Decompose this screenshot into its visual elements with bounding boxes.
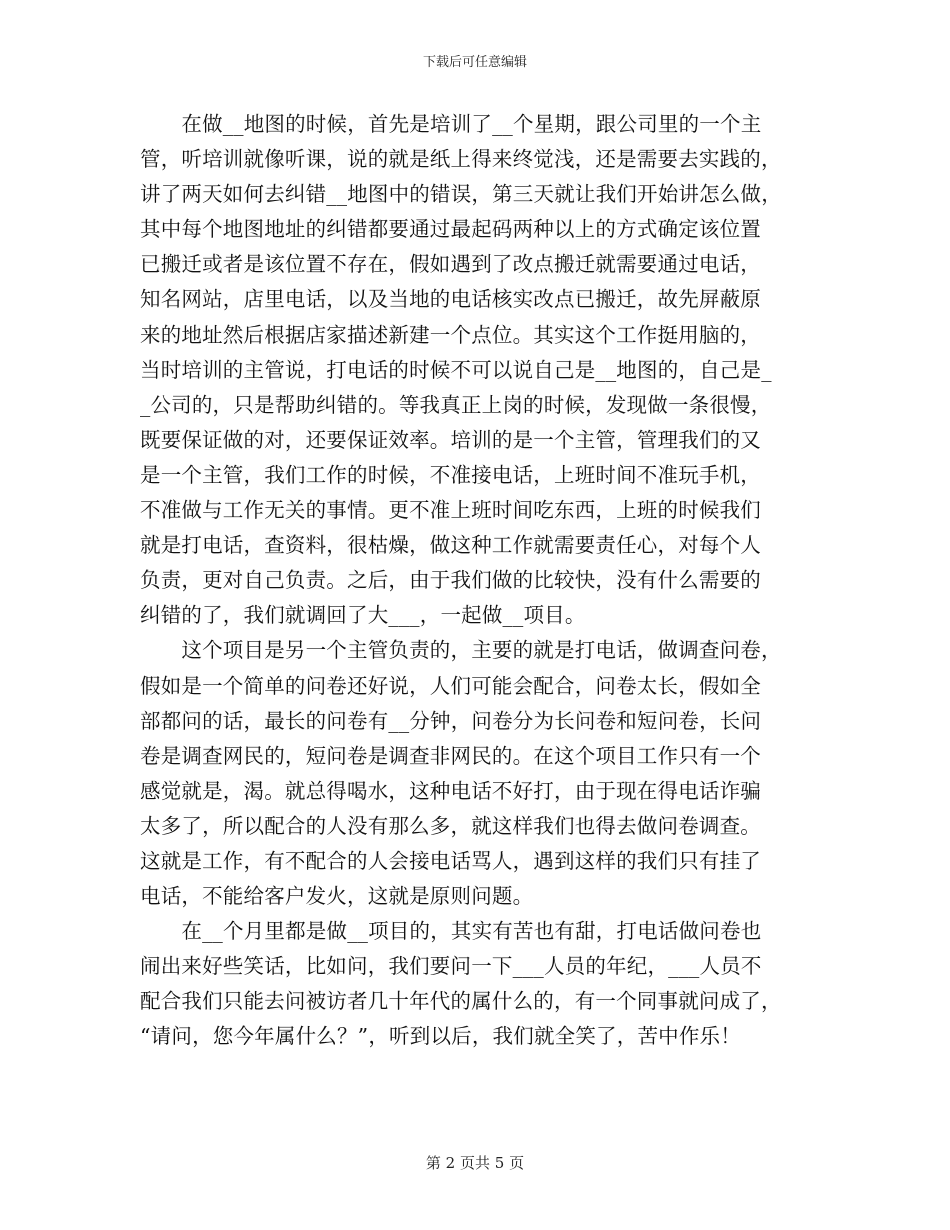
text-line: 不准做与工作无关的事情。更不准上班时间吃东西，上班的时候我们 bbox=[140, 498, 761, 523]
text-line: 来的地址然后根据店家描述新建一个点位。其实这个工作挺用脑的， bbox=[140, 322, 761, 347]
text-line: 配合我们只能去问被访者几十年代的属什么的，有一个同事就问成了， bbox=[140, 989, 782, 1014]
text-line: 当时培训的主管说，打电话的时候不可以说自己是__地图的，自己是_ bbox=[140, 357, 772, 382]
text-line: _公司的，只是帮助纠错的。等我真正上岗的时候，发现做一条很慢， bbox=[140, 392, 772, 417]
text-line: 在__个月里都是做__项目的，其实有苦也有甜，打电话做问卷也 bbox=[140, 919, 762, 944]
text-line: 就是打电话，查资料，很枯燥，做这种工作就需要责任心，对每个人 bbox=[140, 533, 761, 558]
text-line: 负责，更对自己负责。之后，由于我们做的比较快，没有什么需要的 bbox=[140, 568, 761, 593]
text-line: 是一个主管，我们工作的时候，不准接电话，上班时间不准玩手机， bbox=[140, 462, 761, 487]
text-line: 管，听培训就像听课，说的就是纸上得来终觉浅，还是需要去实践的， bbox=[140, 147, 782, 172]
page-number: 第 2 页共 5 页 bbox=[425, 1154, 525, 1172]
paragraph-1 bbox=[140, 107, 820, 633]
text-line: 其中每个地图地址的纠错都要通过最起码两种以上的方式确定该位置 bbox=[140, 217, 761, 242]
text-line: 太多了，所以配合的人没有那么多，就这样我们也得去做问卷调查。 bbox=[140, 813, 761, 838]
text-line: 既要保证做的对，还要保证效率。培训的是一个主管，管理我们的又 bbox=[140, 427, 761, 452]
text-line: 假如是一个简单的问卷还好说，人们可能会配合，问卷太长，假如全 bbox=[140, 673, 761, 698]
text-line: “请问，您今年属什么？”，听到以后，我们就全笑了，苦中作乐！ bbox=[140, 1024, 741, 1049]
text-line: 卷是调查网民的，短问卷是调查非网民的。在这个项目工作只有一个 bbox=[140, 743, 761, 768]
paragraph-2 bbox=[140, 633, 820, 914]
text-line: 已搬迁或者是该位置不存在，假如遇到了改点搬迁就需要通过电话， bbox=[140, 252, 761, 277]
text-line: 知名网站，店里电话，以及当地的电话核实改点已搬迁，故先屏蔽原 bbox=[140, 287, 761, 312]
text-line: 讲了两天如何去纠错__地图中的错误，第三天就让我们开始讲怎么做， bbox=[140, 182, 782, 207]
page-header: 下载后可任意编辑 bbox=[422, 55, 527, 70]
text-line: 这个项目是另一个主管负责的，主要的就是打电话，做调查问卷， bbox=[140, 638, 782, 663]
paragraph-3 bbox=[140, 914, 820, 1054]
text-line: 在做__地图的时候，首先是培训了__个星期，跟公司里的一个主 bbox=[140, 112, 762, 136]
text-line: 这就是工作，有不配合的人会接电话骂人，遇到这样的我们只有挂了 bbox=[140, 848, 761, 873]
text-line: 电话，不能给客户发火，这就是原则问题。 bbox=[140, 884, 534, 909]
text-line: 感觉就是，渴。就总得喝水，这种电话不好打，由于现在得电话诈骗 bbox=[140, 778, 761, 803]
body-text bbox=[140, 107, 820, 1055]
text-line: 纠错的了，我们就调回了大___，一起做__项目。 bbox=[140, 603, 586, 628]
text-line: 部都问的话，最长的问卷有__分钟，问卷分为长问卷和短问卷，长问 bbox=[140, 708, 762, 733]
text-line: 闹出来好些笑话，比如问，我们要问一下___人员的年纪，___人员不 bbox=[140, 954, 762, 979]
